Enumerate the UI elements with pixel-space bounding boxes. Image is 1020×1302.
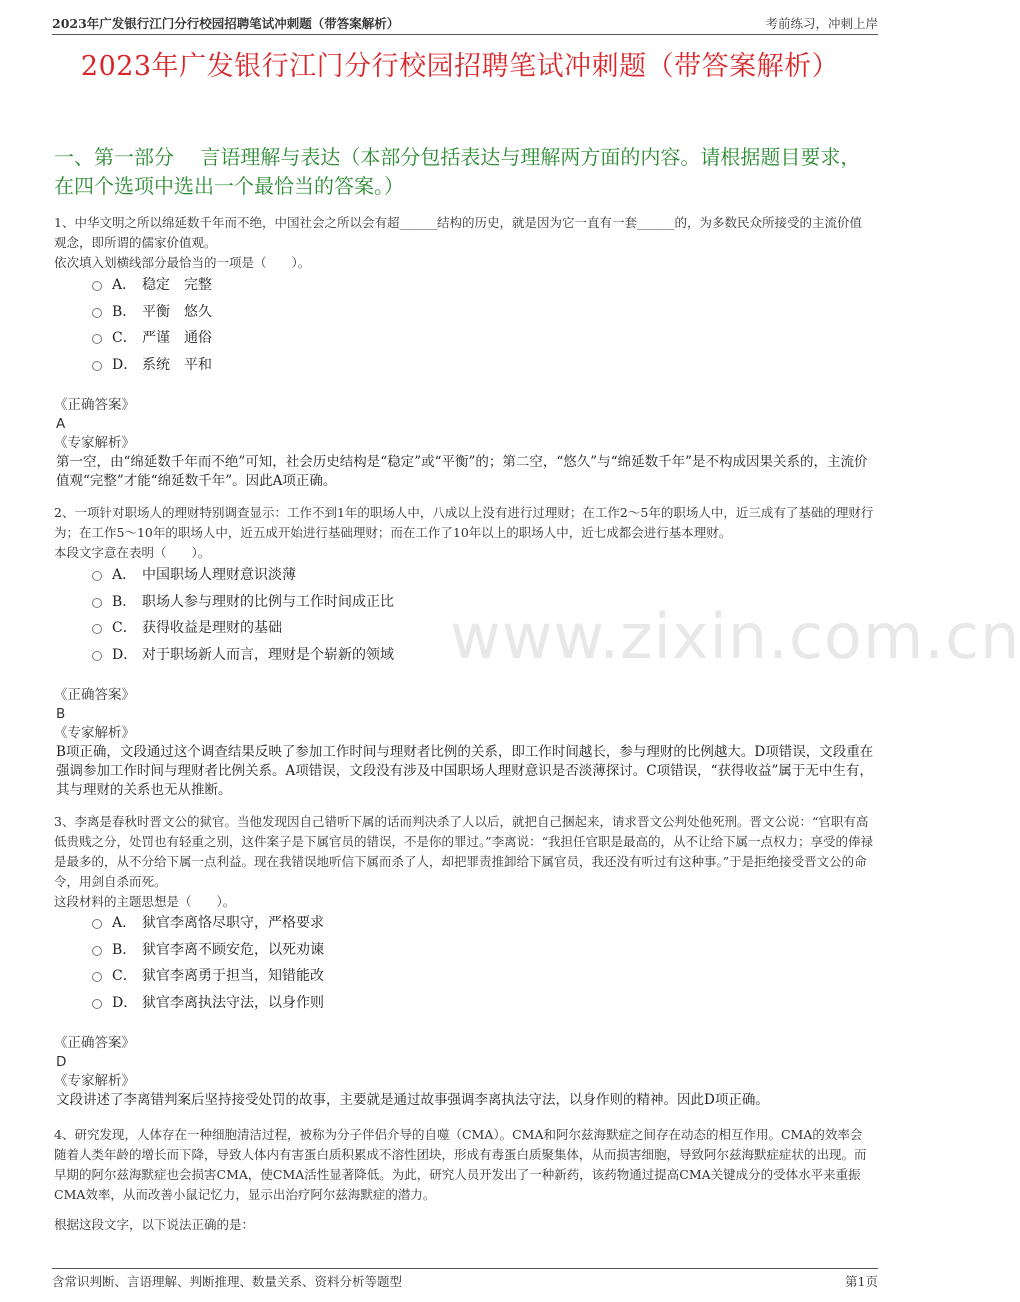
question-4 — [54, 1125, 874, 1235]
question-prompt: 根据这段文字，以下说法正确的是： — [54, 1217, 255, 1232]
header-slogan: 考前练习，冲刺上岸 — [765, 16, 878, 31]
question-1 — [54, 213, 874, 273]
question-stem: 2、一项针对职场人的理财特别调查显示：工作不到1年的职场人中，八成以上没有进行过理财；在工作2～5年的职场人中，近三成有了基础的理财行为；在工作5～10年的职场人中，近五成开始进行基础理财；而在工作了10年以上的职场人中，近七成都会进行基本理财。 — [54, 505, 874, 540]
radio-icon[interactable] — [92, 334, 102, 344]
analysis-text: 文段讲述了李离错判案后坚持接受处罚的故事，主要就是通过故事强调李离执法守法，以身作则的精神。因此D项正确。 — [56, 1092, 769, 1108]
watermark: www.zixin.com.cn — [450, 600, 1020, 673]
page-header — [52, 12, 878, 35]
question-3-options — [92, 909, 324, 1015]
page-title: 2023年广发银行江门分行校园招聘笔试冲刺题（带答案解析） — [80, 51, 840, 82]
radio-icon[interactable] — [92, 946, 102, 956]
answer-label: 《正确答案》 — [54, 397, 135, 413]
answer-label: 《正确答案》 — [54, 1035, 135, 1051]
footer-note: 含常识判断、言语理解、判断推理、数量关系、资料分析等题型 — [52, 1274, 403, 1289]
question-prompt: 依次填入划横线部分最恰当的一项是（ ）。 — [54, 255, 311, 270]
radio-icon[interactable] — [92, 571, 102, 581]
answer-value: D — [56, 1054, 67, 1070]
analysis-text: 第一空，由“绵延数千年而不绝”可知，社会历史结构是“稳定”或“平衡”的；第二空，“悠久”与“绵延数千年”是不构成因果关系的，主流价值观“完整”才能“绵延数千年”。因此A项正确。 — [56, 454, 868, 489]
section-heading: 一、第一部分 言语理解与表达（本部分包括表达与理解两方面的内容。请根据题目要求，在四个选项中选出一个最恰当的答案。） — [54, 145, 861, 198]
question-prompt: 这段材料的主题思想是（ ）。 — [54, 894, 236, 909]
radio-icon[interactable] — [92, 919, 102, 929]
radio-icon[interactable] — [92, 308, 102, 318]
answer-label: 《正确答案》 — [54, 687, 135, 703]
analysis-label: 《专家解析》 — [54, 435, 135, 451]
radio-icon[interactable] — [92, 624, 102, 634]
answer-value: B — [56, 706, 66, 722]
option-c[interactable]: C． 狱官李离勇于担当，知错能改 — [92, 962, 324, 989]
option-d[interactable]: D． 狱官李离执法守法，以身作则 — [92, 989, 324, 1016]
page-number: 第1页 — [845, 1274, 878, 1289]
radio-icon[interactable] — [92, 972, 102, 982]
option-c[interactable]: C． 严谨 通俗 — [92, 324, 212, 351]
analysis-text: B项正确，文段通过这个调查结果反映了参加工作时间与理财者比例的关系，即工作时间越长，参与理财的比例越大。D项错误，文段重在强调参加工作时间与理财者比例关系。A项错误，文段没有涉及中国职场人理财意识是否淡薄探讨。C项错误，“获得收益”属于无中生有，其与理财的关系也无从推断。 — [56, 744, 874, 798]
page-footer — [52, 1268, 878, 1291]
question-2-options — [92, 561, 394, 667]
question-3 — [54, 812, 874, 912]
option-b[interactable]: B． 平衡 悠久 — [92, 298, 212, 325]
answer-value: A — [56, 416, 66, 432]
option-a[interactable]: A． 稳定 完整 — [92, 271, 212, 298]
answer-block-3 — [54, 1034, 874, 1110]
analysis-label: 《专家解析》 — [54, 1073, 135, 1089]
radio-icon[interactable] — [92, 361, 102, 371]
option-c[interactable]: C． 获得收益是理财的基础 — [92, 614, 394, 641]
answer-block-2 — [54, 686, 874, 800]
option-b[interactable]: B． 狱官李离不顾安危，以死劝谏 — [92, 936, 324, 963]
question-stem: 3、李离是春秋时晋文公的狱官。当他发现因自己错听下属的话而判决杀了人以后，就把自己捆起来，请求晋文公判处他死刑。晋文公说：“官职有高低贵贱之分，处罚也有轻重之别，这件案子是下属官员的错误，不是你的罪过。”李离说：“我担任官职是最高的，从不让给下属一点权力；享受的俸禄是最多的，从不分给下属一点利益。现在我错误地听信下属而杀了人，却把罪责推卸给下属官员，我还没有听过有这种事。”于是拒绝接受晋文公的命令，用剑自杀而死。 — [54, 814, 874, 889]
header-doc-title: 2023年广发银行江门分行校园招聘笔试冲刺题（带答案解析） — [52, 16, 400, 31]
radio-icon[interactable] — [92, 281, 102, 291]
option-a[interactable]: A． 中国职场人理财意识淡薄 — [92, 561, 394, 588]
option-d[interactable]: D． 对于职场新人而言，理财是个崭新的领域 — [92, 641, 394, 668]
radio-icon[interactable] — [92, 999, 102, 1009]
question-stem: 4、研究发现，人体存在一种细胞清洁过程，被称为分子伴侣介导的自噬（CMA）。CMA和阿尔兹海默症之间存在动态的相互作用。CMA的效率会随着人类年龄的增长而下降，导致人体内有害蛋白质积累成不溶性团块，形成有毒蛋白质聚集体，从而损害细胞，导致阿尔兹海默症症状的出现。而早期的阿尔兹海默症也会损害CMA，使CMA活性显著降低。为此，研究人员开发出了一种新药，该药物通过提高CMA关键成分的受体水平来重振CMA效率，从而改善小鼠记忆力，显示出治疗阿尔兹海默症的潜力。 — [54, 1127, 867, 1202]
question-stem: 1、中华文明之所以绵延数千年而不绝，中国社会之所以会有超______结构的历史，就是因为它一直有一套______的，为多数民众所接受的主流价值观念，即所谓的儒家价值观。 — [54, 215, 862, 250]
question-1-options — [92, 271, 212, 377]
option-d[interactable]: D． 系统 平和 — [92, 351, 212, 378]
answer-block-1 — [54, 396, 874, 491]
option-b[interactable]: B． 职场人参与理财的比例与工作时间成正比 — [92, 588, 394, 615]
analysis-label: 《专家解析》 — [54, 725, 135, 741]
question-prompt: 本段文字意在表明（ ）。 — [54, 545, 211, 560]
question-2 — [54, 503, 874, 563]
radio-icon[interactable] — [92, 651, 102, 661]
radio-icon[interactable] — [92, 598, 102, 608]
option-a[interactable]: A． 狱官李离恪尽职守，严格要求 — [92, 909, 324, 936]
